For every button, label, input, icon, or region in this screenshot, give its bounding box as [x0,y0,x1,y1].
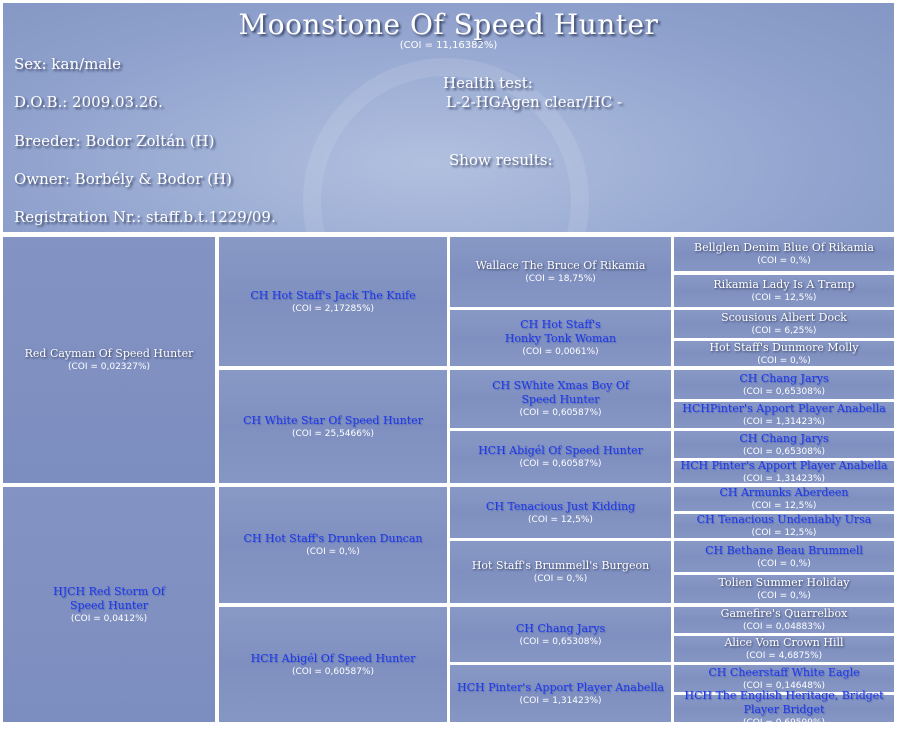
dog-name-link[interactable]: HCHPinter's Apport Player Anabella [682,402,886,415]
dog-name-link[interactable]: CH Tenacious Undeniably Ursa [696,513,872,526]
dog-name-link[interactable]: CH White Star Of Speed Hunter [243,413,423,427]
sex-label: Sex: kan/male [14,55,122,73]
dog-name-link[interactable]: CH Tenacious Just Kidding [485,499,636,513]
coi-value: (COI = 0,0412%) [70,613,148,624]
great-great-grandparent-cell [674,575,894,603]
coi-value: (COI = 18,75%) [525,274,596,284]
coi-value: (COI = 0,60587%) [519,408,602,418]
owner-label: Owner: Borbély & Bodor (H) [14,170,232,188]
great-grandparent-cell [450,431,671,483]
great-great-grandparent-cell [674,514,894,538]
registration-label: Registration Nr.: staff.b.t.1229/09. [14,208,276,226]
dog-name-link[interactable]: CH Hot Staff's Jack The Knife [250,288,416,302]
great-grandparent-cell [450,310,671,366]
dog-name-link[interactable]: CH Bethane Beau Brummell [705,543,863,557]
coi-value: (COI = 0,65308%) [519,636,602,647]
great-great-grandparent-cell [674,341,894,366]
great-great-grandparent-cell [674,237,894,271]
dog-name: Red Cayman Of Speed Hunter [24,347,194,360]
coi-value: (COI = 12,5%) [751,528,817,538]
coi-value: (COI = 6,25%) [751,326,817,336]
dog-name-link[interactable]: HJCH Red Storm Of Speed Hunter [53,584,165,612]
dam-cell [3,487,215,722]
great-great-grandparent-cell [674,541,894,572]
coi-value: (COI = 1,31423%) [519,695,602,706]
great-great-grandparent-cell [674,275,894,307]
coi-value: (COI = 0,69599%) [742,717,826,728]
grandparent-cell [219,487,447,603]
dog-name: Tolien Summer Holiday [718,576,850,589]
coi-value: (COI = 0,%) [757,558,811,569]
coi-value: (COI = 4,6875%) [745,651,823,661]
coi-value: (COI = 0,%) [533,574,588,584]
dog-name-link[interactable]: CH Armunks Aberdeen [719,486,849,499]
dog-name: Rikamia Lady Is A Tramp [713,278,855,291]
dog-name: Gamefire's Quarrelbox [720,607,848,620]
coi-value: (COI = 0,%) [306,547,360,557]
dog-name-link[interactable]: CH Chang Jarys [739,431,829,445]
coi-value: (COI = 0,%) [757,256,811,266]
great-great-grandparent-cell [674,431,894,458]
dog-name-link[interactable]: CH Chang Jarys [739,371,829,385]
coi-value: (COI = 12,5%) [751,501,817,511]
show-results-title: Show results: [449,151,553,169]
great-great-grandparent-cell [674,402,894,428]
dog-name: Wallace The Bruce Of Rikamia [475,259,646,272]
coi-value: (COI = 0,60587%) [519,459,602,469]
dog-name: Hot Staff's Dunmore Molly [709,340,859,354]
great-grandparent-cell [450,607,671,662]
grandparent-cell [219,370,447,483]
great-grandparent-cell [450,487,671,538]
dog-header [3,3,894,232]
page-title: Moonstone Of Speed Hunter [238,8,659,41]
coi-value: (COI = 0,%) [757,355,811,366]
breeder-label: Breeder: Bodor Zoltán (H) [14,132,215,150]
grandparent-cell [219,607,447,722]
great-great-grandparent-cell [674,310,894,338]
great-great-grandparent-cell [674,688,894,728]
dog-name-link[interactable]: HCH Pinter's Apport Player Anabella [457,680,664,694]
coi-value: (COI = 25,5466%) [291,428,375,439]
coi-value: (COI = 0,65308%) [742,386,826,397]
great-grandparent-cell [450,541,671,603]
great-great-grandparent-cell [674,461,894,483]
dob-label: D.O.B.: 2009.03.26. [14,93,163,111]
coi-value: (COI = 12,5%) [528,514,593,525]
coi-value: (COI = 0,%) [757,591,811,601]
dog-name: Alice Vom Crown Hill [724,636,844,649]
health-test-value: L-2-HGAgen clear/HC - [446,93,623,111]
great-great-grandparent-cell [674,487,894,511]
coi-value: (COI = 0,04883%) [742,622,826,632]
sire-cell [3,237,215,483]
coi-value: (COI = 2,17285%) [291,303,375,314]
grandparent-cell [219,237,447,366]
dog-name-link[interactable]: CH Cheerstaff White Eagle [708,665,860,679]
coi-value: (COI = 1,31423%) [742,474,826,484]
great-grandparent-cell [450,237,671,307]
dog-name-link[interactable]: CH Chang Jarys [515,621,606,635]
coi-value: (COI = 0,02327%) [67,362,151,372]
dog-name: Bellglen Denim Blue Of Rikamia [694,241,874,254]
great-great-grandparent-cell [674,636,894,662]
dog-name-link[interactable]: HCH Abigél Of Speed Hunter [250,651,416,665]
dog-name: Hot Staff's Brummell's Burgeon [471,559,650,572]
dog-name-link[interactable]: CH Hot Staff's Drunken Duncan [243,532,423,545]
dog-coi: (COI = 11,16382%) [399,40,498,51]
coi-value: (COI = 1,31423%) [742,417,826,427]
dog-name-link[interactable]: HCH Pinter's Apport Player Anabella [680,459,888,472]
coi-value: (COI = 0,0061%) [522,347,599,357]
health-test-title: Health test: [443,74,533,92]
dog-name-link[interactable]: HCH Abigél Of Speed Hunter [478,444,643,457]
dog-name-link[interactable]: CH Hot Staff's Honky Tonk Woman [504,318,617,345]
coi-value: (COI = 0,14648%) [742,680,826,691]
dog-name-link[interactable]: HCH The English Heritage, Bridget Player Bridget [684,688,884,716]
great-grandparent-cell [450,370,671,428]
coi-value: (COI = 12,5%) [751,293,817,303]
coi-value: (COI = 0,65308%) [742,446,826,457]
dog-name-link[interactable]: CH SWhite Xmas Boy Of Speed Hunter [492,379,629,406]
dog-name: Scousious Albert Dock [721,311,847,324]
great-grandparent-cell [450,665,671,722]
great-great-grandparent-cell [674,607,894,633]
coi-value: (COI = 0,60587%) [291,666,375,677]
great-great-grandparent-cell [674,370,894,399]
